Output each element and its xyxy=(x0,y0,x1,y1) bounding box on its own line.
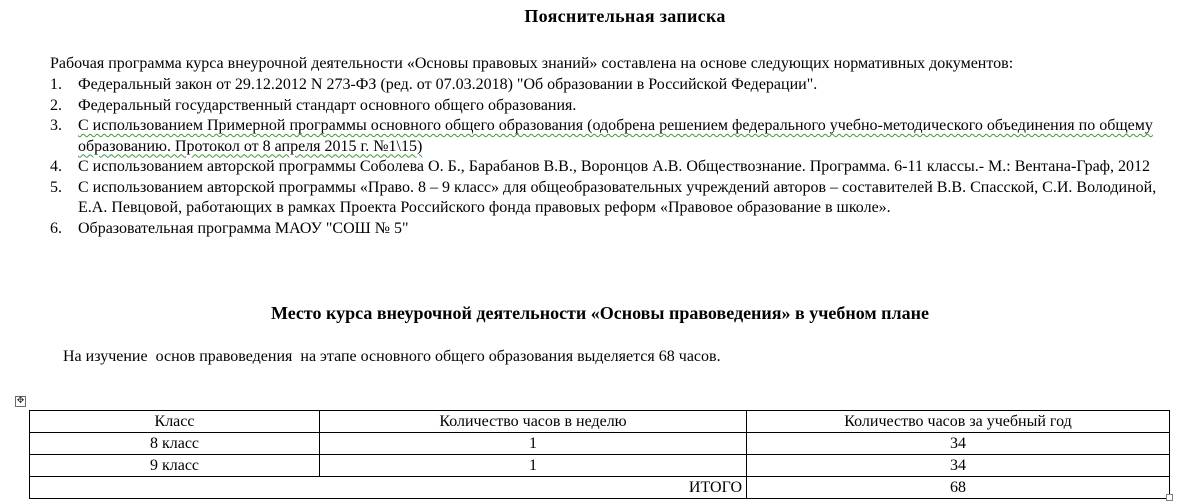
list-item-number: 4. xyxy=(50,158,62,175)
list-item-number: 2. xyxy=(50,96,62,114)
table-row xyxy=(30,433,1170,455)
list-item xyxy=(50,75,1180,96)
section-title: Место курса внеурочной деятельности «Основы правоведения» в учебном плане xyxy=(270,303,930,323)
list-item-number: 6. xyxy=(50,219,62,237)
list-item-text: Федеральный закон от 29.12.2012 N 273-ФЗ (ред. от 07.03.2018) "Об образовании в Российской Федерации". xyxy=(78,76,818,93)
list-item-text: С использованием авторской программы Соболева О. Б., Барабанов В.В., Воронцов А.В. Обществознание. Программа. 6-11 классы.- М.: Вентана-Граф, 2012 xyxy=(78,158,1151,175)
cell-per-week: 1 xyxy=(320,433,747,455)
list-item-number: 5. xyxy=(50,178,62,196)
total-value: 68 xyxy=(747,477,1170,499)
document-title: Пояснительная записка xyxy=(524,6,726,26)
hours-paragraph: На изучение основ правоведения на этапе основного общего образования выделяется 68 часов. xyxy=(63,348,721,365)
list-item xyxy=(50,219,1180,240)
list-item xyxy=(50,96,1180,117)
list-item xyxy=(50,116,1180,157)
hours-table xyxy=(29,410,1170,499)
cell-per-year: 34 xyxy=(747,433,1170,455)
normative-documents-list xyxy=(50,75,1180,239)
cell-per-year: 34 xyxy=(747,455,1170,477)
cell-class: 8 класс xyxy=(30,433,320,455)
list-item-number: 1. xyxy=(50,76,62,93)
intro-paragraph: Рабочая программа курса внеурочной деятельности «Основы правовых знаний» составлена на основе следующих нормативных документов: xyxy=(50,55,1014,72)
cell-per-week: 1 xyxy=(320,455,747,477)
table-header-row xyxy=(30,411,1170,433)
header-class: Класс xyxy=(30,411,320,433)
resize-icon[interactable] xyxy=(1166,494,1173,501)
list-item-text: С использованием Примерной программы основного общего образования (одобрена решением федерального учебно-методического объединения по общему образованию. Протокол от 8 апреля 2015 г. №1\15) xyxy=(78,117,1153,155)
cell-class: 9 класс xyxy=(30,455,320,477)
move-icon[interactable]: ✥ xyxy=(16,396,25,406)
list-item-text: С использованием авторской программы «Право. 8 – 9 класс» для общеобразовательных учреждений авторов – составителей В.В. Спасской, С.И. Володиной, Е.А. Певцовой, работающих в рамках Проекта Российского фонда правовых реформ «Правовое образование в школе». xyxy=(78,178,1157,216)
list-item xyxy=(50,157,1180,178)
total-label: ИТОГО xyxy=(30,477,747,499)
list-item-number: 3. xyxy=(50,117,62,134)
table-row xyxy=(30,455,1170,477)
header-hours-per-week: Количество часов в неделю xyxy=(320,411,747,433)
table-total-row xyxy=(30,477,1170,499)
list-item-text: Федеральный государственный стандарт основного общего образования. xyxy=(78,96,577,114)
list-item-text: Образовательная программа МАОУ "СОШ № 5" xyxy=(78,219,409,237)
list-item xyxy=(50,178,1180,219)
header-hours-per-year: Количество часов за учебный год xyxy=(747,411,1170,433)
